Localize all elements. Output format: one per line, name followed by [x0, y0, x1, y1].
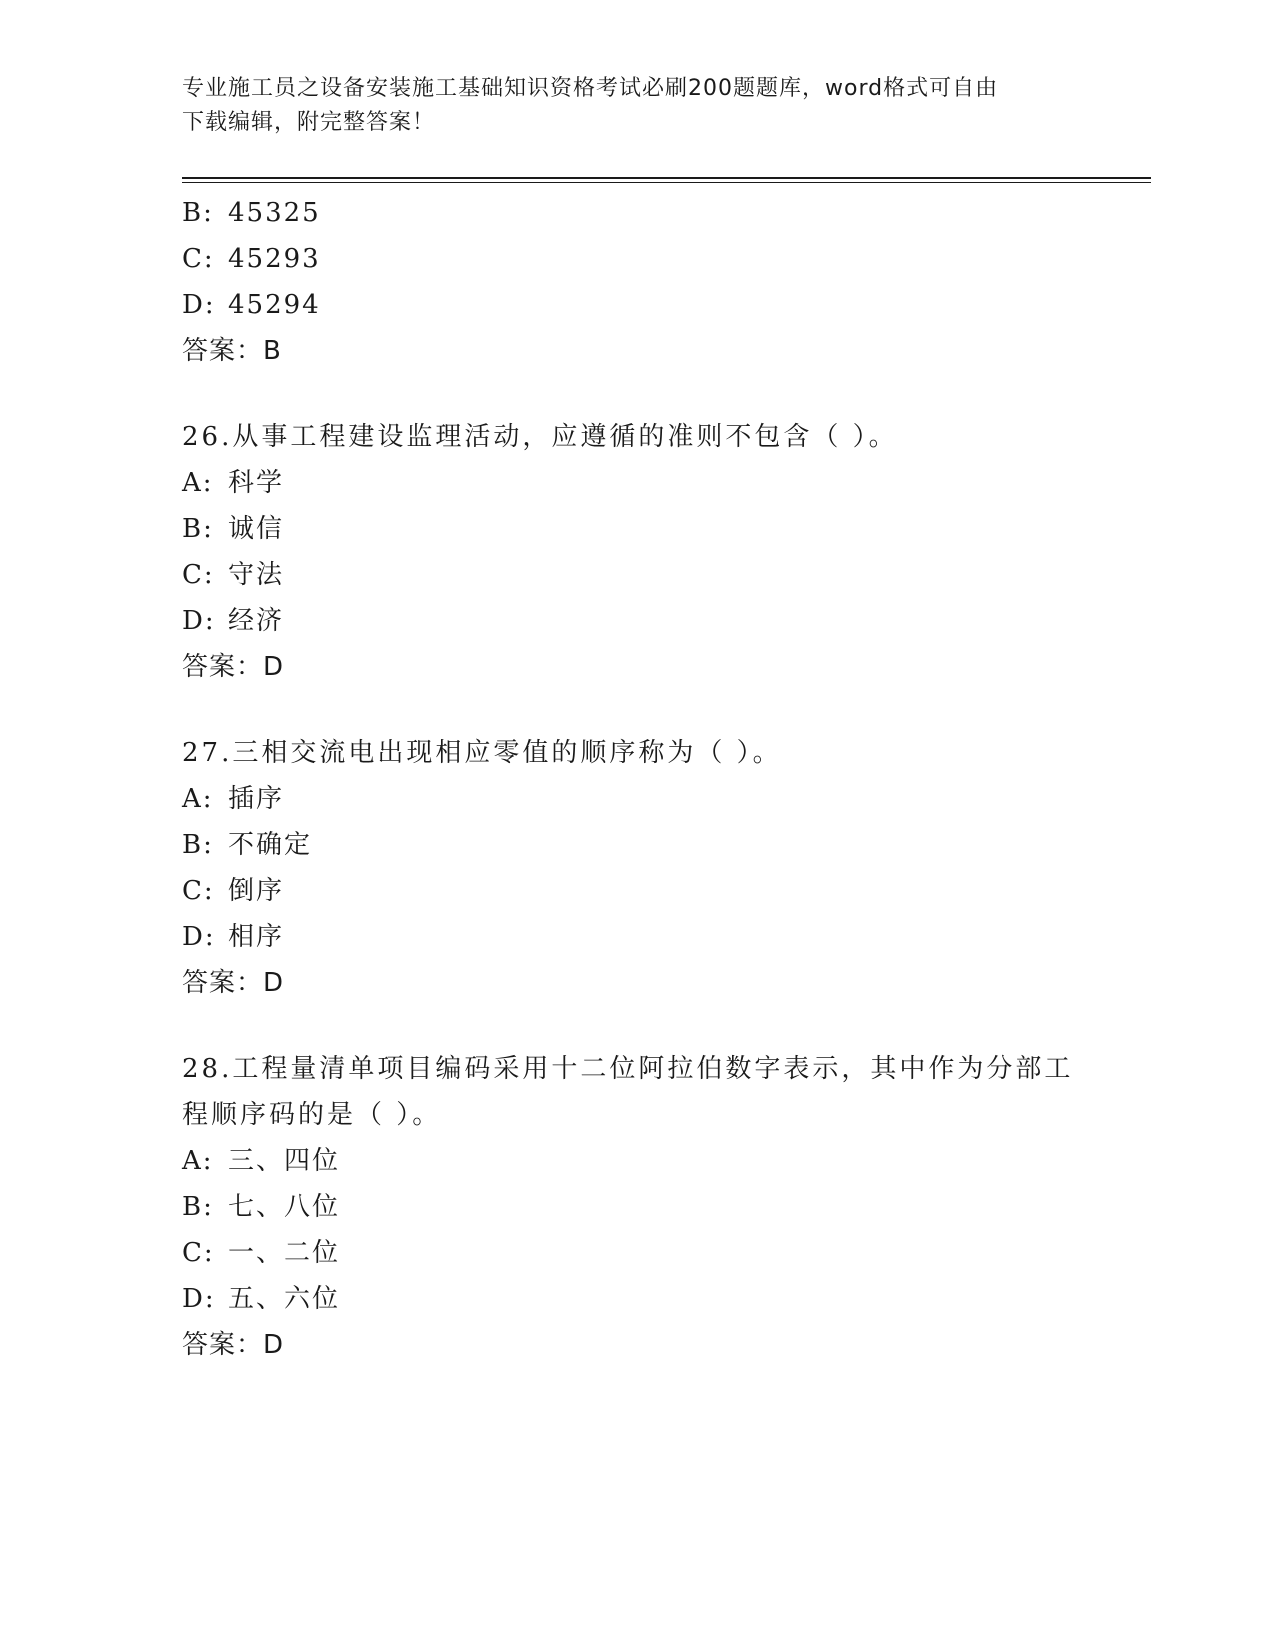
- option-label: C:: [182, 244, 215, 274]
- option-b: [182, 506, 1082, 552]
- question-content: [182, 190, 1082, 1368]
- option-text: 45294: [228, 290, 321, 320]
- option-a: [182, 1138, 1082, 1184]
- option-label: B:: [182, 198, 214, 228]
- question-block-27: [182, 730, 1082, 1006]
- option-a: [182, 776, 1082, 822]
- option-text: 45293: [228, 244, 321, 274]
- option-label: D:: [182, 922, 216, 952]
- option-text: 五、六位: [228, 1284, 341, 1314]
- option-text: 45325: [228, 198, 321, 228]
- header-title-line-1: 专业施工员之设备安装施工基础知识资格考试必刷200题题库，word格式可自由: [182, 76, 999, 101]
- option-label: C:: [182, 876, 215, 906]
- question-block-partial: [182, 190, 1082, 374]
- option-text: 一、二位: [228, 1238, 341, 1268]
- option-label: B:: [182, 830, 214, 860]
- option-text: 插序: [228, 784, 285, 814]
- option-text: 经济: [228, 606, 285, 636]
- question-stem: 26.从事工程建设监理活动，应遵循的准则不包含（ ）。: [182, 422, 898, 452]
- header-divider-thick: [182, 177, 1151, 179]
- question-stem-line-2: 程顺序码的是（ ）。: [182, 1100, 442, 1130]
- document-header: [182, 72, 1062, 140]
- option-text: 不确定: [228, 830, 313, 860]
- option-text: 三、四位: [228, 1146, 341, 1176]
- answer-line: 答案：D: [182, 1330, 285, 1360]
- option-text: 七、八位: [228, 1192, 341, 1222]
- option-b: [182, 190, 1082, 236]
- option-label: C:: [182, 1238, 215, 1268]
- option-d: [182, 282, 1082, 328]
- option-c: [182, 552, 1082, 598]
- option-text: 科学: [228, 468, 285, 498]
- question-block-26: [182, 414, 1082, 690]
- option-text: 守法: [228, 560, 285, 590]
- option-text: 诚信: [228, 514, 285, 544]
- option-c: [182, 1230, 1082, 1276]
- option-label: D:: [182, 1284, 216, 1314]
- question-block-28: [182, 1046, 1082, 1368]
- header-title-line-2: 下载编辑，附完整答案！: [182, 110, 436, 135]
- question-stem: 27.三相交流电出现相应零值的顺序称为（ ）。: [182, 738, 782, 768]
- option-c: [182, 868, 1082, 914]
- option-d: [182, 914, 1082, 960]
- option-d: [182, 598, 1082, 644]
- answer-line: 答案：D: [182, 652, 285, 682]
- option-b: [182, 1184, 1082, 1230]
- option-label: B:: [182, 514, 214, 544]
- option-label: D:: [182, 290, 216, 320]
- answer-line: 答案：B: [182, 336, 282, 366]
- option-label: A:: [182, 1146, 214, 1176]
- option-c: [182, 236, 1082, 282]
- option-text: 倒序: [228, 876, 285, 906]
- option-a: [182, 460, 1082, 506]
- option-label: D:: [182, 606, 216, 636]
- option-label: C:: [182, 560, 215, 590]
- option-text: 相序: [228, 922, 285, 952]
- header-divider-thin: [182, 182, 1151, 183]
- option-d: [182, 1276, 1082, 1322]
- question-stem-line-1: 28.工程量清单项目编码采用十二位阿拉伯数字表示，其中作为分部工: [182, 1054, 1074, 1084]
- option-label: A:: [182, 784, 214, 814]
- option-label: A:: [182, 468, 214, 498]
- option-label: B:: [182, 1192, 214, 1222]
- option-b: [182, 822, 1082, 868]
- answer-line: 答案：D: [182, 968, 285, 998]
